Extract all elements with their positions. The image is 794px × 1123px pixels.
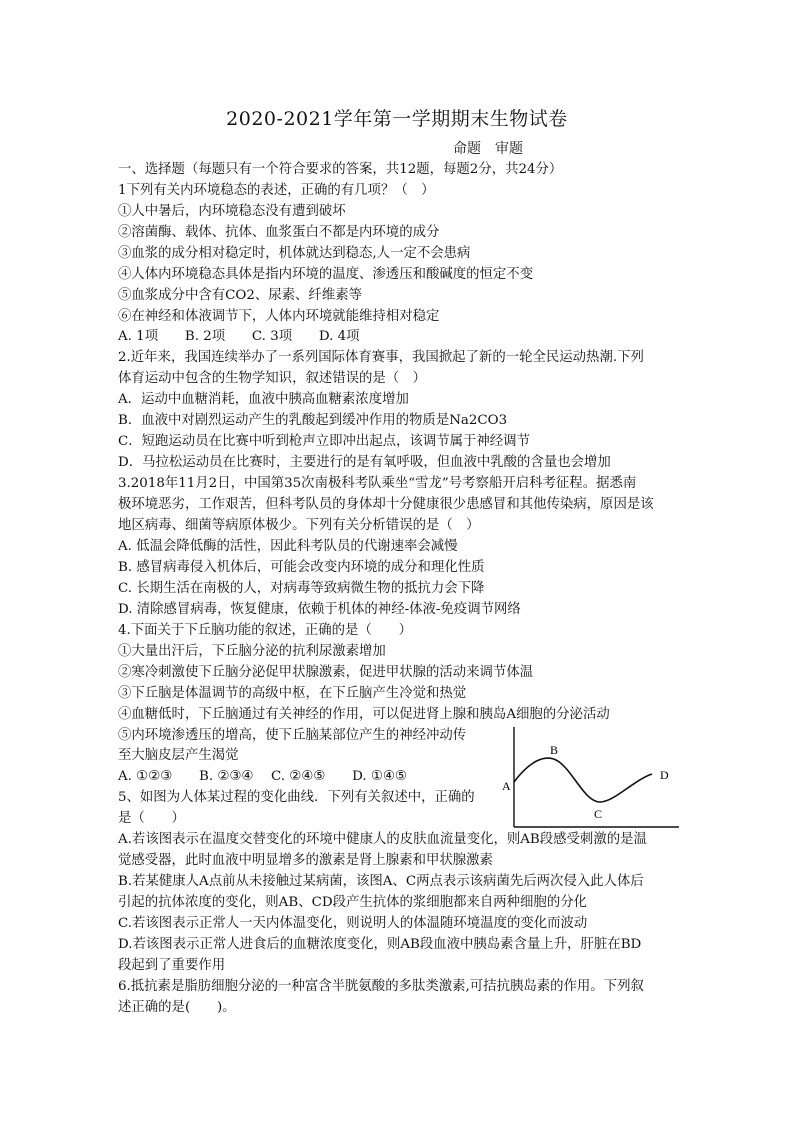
- question-3-stem: 3.2018年11月2日，中国第35次南极科考队乘坐“雪龙”号考察船开启科考征程。据悉南: [118, 476, 637, 491]
- q1-statement-6: ⑥在神经和体液调节下，人体内环境就能维持相对稳定: [118, 309, 440, 324]
- q5-option-b-cont: 引起的抗体浓度的变化，则AB、CD段产生抗体的浆细胞都来自两种细胞的分化: [118, 895, 587, 910]
- q4-statement-4: ④血糖低时，下丘脑通过有关神经的作用，可以促进肾上腺和胰岛A细胞的分泌活动: [118, 707, 610, 722]
- q1-options: A. 1项 B. 2项 C. 3项 D. 4项: [118, 329, 360, 344]
- question-1-stem: 1下列有关内环境稳态的表述，正确的有几项？（ ）: [118, 183, 435, 198]
- q5-option-d: D.若该图表示正常人进食后的血糖浓度变化，则AB段血液中胰岛素含量上升，肝脏在BD: [118, 937, 642, 952]
- question-4-stem: 4.下面关于下丘脑功能的叙述，正确的是（ ）: [118, 623, 412, 638]
- q1-statement-3: ③血浆的成分相对稳定时，机体就达到稳态,人一定不会患病: [118, 246, 471, 261]
- exam-title: 2020-2021学年第一学期期末生物试卷: [226, 108, 568, 130]
- q3-option-b: B. 感冒病毒侵入机体后，可能会改变内环境的成分和理化性质: [118, 560, 485, 575]
- q4-statement-5: ⑤内环境渗透压的增高，使下丘脑某部位产生的神经冲动传: [118, 728, 467, 743]
- q1-statement-2: ②溶菌酶、载体、抗体、血浆蛋白不都是内环境的成分: [118, 225, 440, 240]
- question-2-stem-cont: 体育运动中包含的生物学知识，叙述错误的是（ ）: [118, 371, 426, 386]
- q4-statement-3: ③下丘脑是体温调节的高级中枢，在下丘脑产生冷觉和热觉: [118, 686, 467, 701]
- point-d-label: D: [660, 768, 669, 782]
- question-5-stem: 5、如图为人体某过程的变化曲线．下列有关叙述中，正确的: [118, 790, 475, 805]
- question-2-stem: 2.近年来，我国连续举办了一系列国际体育赛事，我国掀起了新的一轮全民运动热潮.下列: [118, 350, 644, 365]
- question-5-stem-cont: 是（ ）: [118, 811, 185, 826]
- q2-option-a: A．运动中血糖消耗，血液中胰高血糖素浓度增加: [118, 392, 409, 407]
- reviewer-label: 审题: [495, 141, 523, 157]
- q5-option-b: B.若某健康人A点前从未接触过某病菌，该图A、C两点表示该病菌先后两次侵入此人体后: [118, 874, 644, 889]
- q3-option-c: C. 长期生活在南极的人，对病毒等致病微生物的抵抗力会下降: [118, 581, 485, 596]
- q2-option-c: C．短跑运动员在比赛中听到枪声立即冲出起点，该调节属于神经调节: [118, 434, 530, 449]
- point-b-label: B: [550, 743, 559, 757]
- q5-option-a: A.若该图表示在温度交替变化的环境中健康人的皮肤血流量变化，则AB段感受刺激的是温: [118, 832, 647, 847]
- question-3-stem-cont-1: 极环境恶劣，工作艰苦，但科考队员的身体却十分健康很少患感冒和其他传染病，原因是该: [118, 497, 654, 512]
- q2-option-b: B．血液中对剧烈运动产生的乳酸起到缓冲作用的物质是Na2CO3: [118, 413, 508, 428]
- proposer-reviewer-line: [453, 138, 537, 158]
- q4-options: A. ①②③ B. ②③④ C. ②④⑤ D. ①④⑤: [118, 769, 407, 784]
- curve-figure: [494, 722, 684, 832]
- question-6-stem-cont: 述正确的是( )。: [118, 1000, 236, 1015]
- q1-statement-5: ⑤血浆成分中含有CO2、尿素、纤维素等: [118, 288, 362, 303]
- q4-statement-1: ①大量出汗后，下丘脑分泌的抗利尿激素增加: [118, 644, 386, 659]
- question-3-stem-cont-2: 地区病毒、细菌等病原体极少。下列有关分析错误的是（ ）: [118, 518, 480, 533]
- q4-statement-5-cont: 至大脑皮层产生渴觉: [118, 748, 239, 763]
- point-a-label: A: [502, 779, 511, 793]
- q3-option-a: A. 低温会降低酶的活性，因此科考队员的代谢速率会减慢: [118, 539, 458, 554]
- question-6-stem: 6.抵抗素是脂肪细胞分泌的一种富含半胱氨酸的多肽类激素,可拮抗胰岛素的作用。下列叙: [118, 979, 644, 994]
- q5-option-a-cont: 觉感受器，此时血液中明显增多的激素是肾上腺素和甲状腺激素: [118, 853, 493, 868]
- proposer-label: 命题: [453, 141, 481, 157]
- point-c-label: C: [594, 807, 603, 821]
- q4-statement-2: ②寒冷刺激使下丘脑分泌促甲状腺激素，促进甲状腺的活动来调节体温: [118, 665, 534, 680]
- q5-option-c: C.若该图表示正常人一天内体温变化，则说明人的体温随环境温度的变化而波动: [118, 916, 588, 931]
- change-curve: [514, 758, 652, 802]
- q2-option-d: D．马拉松运动员在比赛时，主要进行的是有氧呼吸，但血液中乳酸的含量也会增加: [118, 455, 611, 470]
- q1-statement-1: ①人中暑后，内环境稳态没有遭到破坏: [118, 204, 346, 219]
- q3-option-d: D. 清除感冒病毒，恢复健康，依赖于机体的神经-体液-免疫调节网络: [118, 602, 521, 617]
- section-heading: 一、选择题（每题只有一个符合要求的答案，共12题，每题2分，共24分）: [118, 162, 563, 177]
- q5-option-d-cont: 段起到了重要作用: [118, 958, 226, 973]
- q1-statement-4: ④人体内环境稳态具体是指内环境的温度、渗透压和酸碱度的恒定不变: [118, 267, 534, 282]
